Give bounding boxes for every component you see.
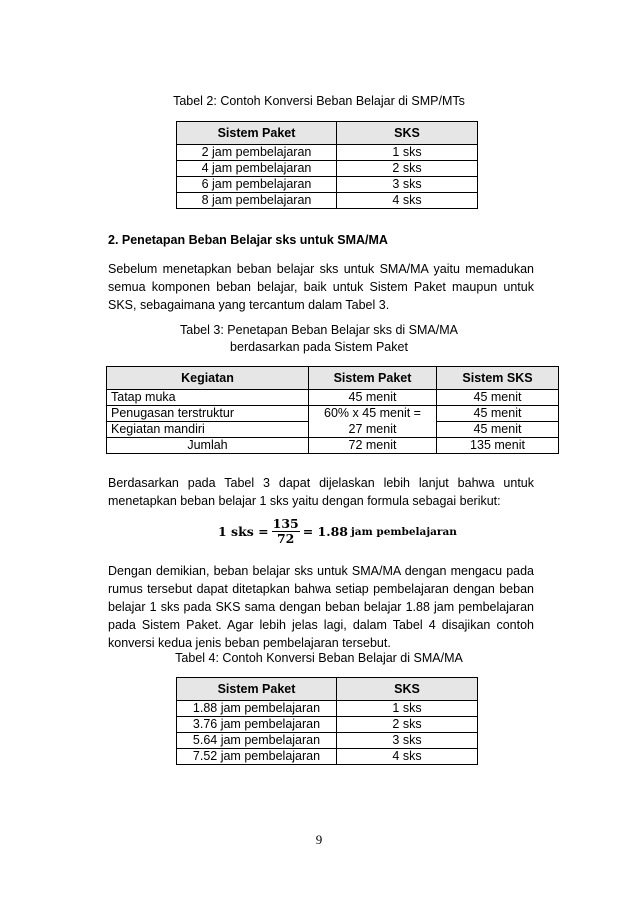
table-row — [177, 145, 478, 161]
table-row — [177, 177, 478, 193]
table3 — [106, 366, 559, 454]
table-row — [177, 749, 478, 765]
page-number: 9 — [315, 832, 323, 847]
table-row — [177, 193, 478, 209]
table3-cell-paket: 72 menit — [309, 438, 437, 454]
table2-header-paket: Sistem Paket — [177, 122, 337, 145]
paragraph-formula-intro: Berdasarkan pada Tabel 3 dapat dijelaskan lebih lanjut bahwa untuk menetapkan beban belajar 1 sks yaitu dengan formula sebagai berikut: — [108, 476, 534, 508]
table2-cell: 8 jam pembelajaran — [177, 193, 337, 209]
table2-cell: 2 sks — [337, 161, 478, 177]
table3-cell-sks: 45 menit — [437, 406, 559, 422]
formula-result: = 1.88 — [302, 524, 348, 539]
table3-header-paket: Sistem Paket — [309, 367, 437, 390]
table4-cell: 1 sks — [337, 701, 478, 717]
table-row — [177, 717, 478, 733]
table4-cell: 5.64 jam pembelajaran — [177, 733, 337, 749]
formula — [218, 517, 457, 546]
table3-cell-sks: 45 menit — [437, 422, 559, 438]
table2-caption: Tabel 2: Contoh Konversi Beban Belajar di SMP/MTs — [173, 94, 465, 108]
table2-cell: 4 jam pembelajaran — [177, 161, 337, 177]
section-heading: 2. Penetapan Beban Belajar sks untuk SMA/MA — [108, 233, 388, 247]
table3-cell-kegiatan: Kegiatan mandiri — [107, 422, 309, 438]
formula-unit: jam pembelajaran — [351, 525, 457, 538]
table2-header-sks: SKS — [337, 122, 478, 145]
table2-cell: 4 sks — [337, 193, 478, 209]
table-row — [107, 422, 559, 438]
table3-cell-kegiatan: Jumlah — [107, 438, 309, 454]
table-row — [177, 701, 478, 717]
formula-lhs: 1 sks = — [218, 524, 269, 539]
table2 — [176, 121, 478, 209]
table4-cell: 3 sks — [337, 733, 478, 749]
table4-cell: 4 sks — [337, 749, 478, 765]
table4-header-sks: SKS — [337, 678, 478, 701]
table3-header-sks: Sistem SKS — [437, 367, 559, 390]
table4-caption: Tabel 4: Contoh Konversi Beban Belajar di SMA/MA — [175, 651, 463, 665]
formula-fraction — [272, 517, 300, 546]
table3-cell-paket: 27 menit — [309, 422, 437, 438]
table3-cell-kegiatan: Tatap muka — [107, 390, 309, 406]
table3-header-kegiatan: Kegiatan — [107, 367, 309, 390]
formula-denominator: 72 — [276, 531, 295, 546]
table4-cell: 3.76 jam pembelajaran — [177, 717, 337, 733]
table3-cell-paket: 45 menit — [309, 390, 437, 406]
formula-numerator: 135 — [272, 516, 299, 531]
table4-cell: 7.52 jam pembelajaran — [177, 749, 337, 765]
table4-cell: 2 sks — [337, 717, 478, 733]
table-row — [177, 161, 478, 177]
table2-cell: 1 sks — [337, 145, 478, 161]
paragraph-intro: Sebelum menetapkan beban belajar sks untuk SMA/MA yaitu memadukan semua komponen beban belajar, baik untuk Sistem Paket maupun untuk SKS, sebagaimana yang tercantum dalam Tabel 3. — [108, 262, 534, 312]
table3-caption-line2: berdasarkan pada Sistem Paket — [230, 340, 408, 354]
table-row — [177, 733, 478, 749]
table3-cell-sks: 135 menit — [437, 438, 559, 454]
table-row — [107, 438, 559, 454]
table2-cell: 2 jam pembelajaran — [177, 145, 337, 161]
table3-caption-line1: Tabel 3: Penetapan Beban Belajar sks di SMA/MA — [180, 323, 458, 337]
paragraph-conclusion: Dengan demikian, beban belajar sks untuk SMA/MA dengan mengacu pada rumus tersebut dapat ditetapkan bahwa setiap pembelajaran dengan beban belajar 1 sks pada SKS sama dengan beban belajar 1.88 jam pembelajaran pada Sistem Paket. Agar lebih jelas lagi, dalam Tabel 4 disajikan contoh konversi kedua jenis beban pembelajaran tersebut. — [108, 564, 534, 650]
table2-cell: 6 jam pembelajaran — [177, 177, 337, 193]
table4 — [176, 677, 478, 765]
table3-cell-sks: 45 menit — [437, 390, 559, 406]
table2-cell: 3 sks — [337, 177, 478, 193]
table4-header-paket: Sistem Paket — [177, 678, 337, 701]
table-row — [107, 406, 559, 422]
table3-cell-kegiatan: Penugasan terstruktur — [107, 406, 309, 422]
table-row — [107, 390, 559, 406]
table4-cell: 1.88 jam pembelajaran — [177, 701, 337, 717]
table3-cell-paket: 60% x 45 menit = — [309, 406, 437, 422]
